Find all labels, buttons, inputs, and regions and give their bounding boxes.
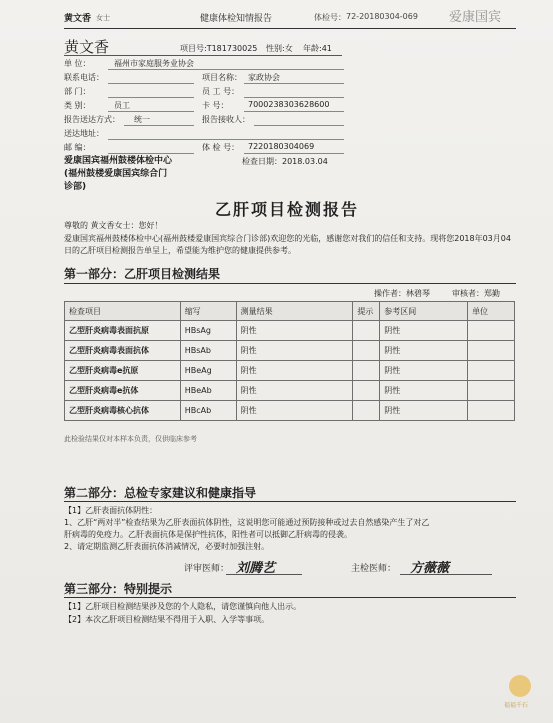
- col-header-ref: 参考区间: [380, 302, 468, 321]
- emp-no-rule: [244, 97, 344, 98]
- receiver-label: 报告接收人：: [202, 115, 250, 124]
- cell-item: 乙型肝炎病毒e抗原: [65, 361, 181, 381]
- section1-title: 第一部分：乙肝项目检测结果: [64, 267, 221, 281]
- info-item-no: 项目号:T181730025: [180, 44, 258, 53]
- card-label: 卡 号：: [202, 101, 229, 110]
- center-line1: 爱康国宾福州鼓楼体检中心: [64, 156, 173, 166]
- cell-abbr: HBeAb: [180, 381, 236, 401]
- section2-rule: [64, 501, 516, 502]
- advice-item-head: 【1】乙肝表面抗体阴性：: [64, 506, 158, 515]
- advice-line3: 2、请定期监测乙肝表面抗体消减情况，必要时加强注射。: [64, 542, 270, 551]
- table-row: [65, 381, 515, 401]
- lab-note: 此检验结果仅对本样本负责，仅供临床参考: [64, 435, 197, 443]
- cell-item: 乙型肝炎病毒e抗体: [65, 381, 181, 401]
- section1-rule: [64, 283, 516, 284]
- category-rule: [108, 111, 194, 112]
- section2-title: 第二部分：总检专家建议和健康指导: [64, 486, 257, 500]
- dept-rule: [108, 97, 194, 98]
- reviewer-signature-rule: [226, 574, 302, 575]
- cell-hint: [353, 381, 380, 401]
- table-row: [65, 401, 515, 421]
- notice-item2: 【2】本次乙肝项目检测结果不得用于入职、入学等事项。: [64, 615, 270, 624]
- contact-rule: [108, 83, 194, 84]
- info-patient-name: 黄文香: [64, 38, 110, 56]
- cell-ref: 阴性: [380, 381, 468, 401]
- col-header-abbr: 缩写: [180, 302, 236, 321]
- info-name-rule: [64, 55, 342, 56]
- unit-label: 单 位：: [64, 59, 91, 68]
- advice-line1: 1、乙肝“两对半”检查结果为乙肝表面抗体阴性，这说明您可能通过预防接种或过去自然感染产生了对乙: [64, 518, 430, 527]
- cell-unit: [468, 401, 515, 421]
- header-exam-no-label: 体检号：: [314, 13, 346, 22]
- cell-ref: 阴性: [380, 361, 468, 381]
- cell-result: 阴性: [236, 361, 353, 381]
- cell-unit: [468, 321, 515, 341]
- advice-line2: 肝病毒的免疫力。乙肝表面抗体是保护性抗体，阳性者可以抵御乙肝病毒的侵袭。: [64, 530, 352, 539]
- section3-rule: [64, 597, 516, 598]
- cell-hint: [353, 361, 380, 381]
- exam-no-rule: [244, 153, 344, 154]
- project-name-value: 家政协会: [248, 73, 280, 82]
- info-age: 年龄:41: [303, 44, 332, 53]
- reviewer-doctor-label: 评审医师：: [184, 564, 230, 574]
- category-value: 员工: [114, 101, 130, 110]
- header-rule: [64, 28, 516, 29]
- cell-unit: [468, 381, 515, 401]
- cell-result: 阴性: [236, 381, 353, 401]
- cell-item: 乙型肝炎病毒表面抗体: [65, 341, 181, 361]
- card-value: 7000238303628600: [248, 100, 330, 109]
- watermark-logo-icon: [509, 675, 531, 697]
- watermark-text: 福福千石: [504, 702, 529, 709]
- unit-value: 福州市家庭服务业协会: [114, 59, 194, 68]
- project-name-label: 项目名称：: [202, 73, 242, 82]
- cell-hint: [353, 401, 380, 421]
- center-line2: (福州鼓楼爱康国宾综合门: [64, 169, 168, 179]
- reviewer-doctor-signature: 刘腾艺: [236, 561, 276, 576]
- cell-ref: 阴性: [380, 341, 468, 361]
- cell-ref: 阴性: [380, 401, 468, 421]
- col-header-hint: 提示: [353, 302, 380, 321]
- info-gender: 性别:女: [266, 44, 293, 53]
- reviewer: 审核者：郑勤: [452, 289, 500, 298]
- postal-label: 邮 编：: [64, 143, 91, 152]
- cell-item: 乙型肝炎病毒核心抗体: [65, 401, 181, 421]
- cell-result: 阴性: [236, 341, 353, 361]
- center-line3: 诊部): [64, 182, 87, 192]
- cell-hint: [353, 321, 380, 341]
- chief-signature-rule: [400, 574, 492, 575]
- delivery-label: 报告送达方式：: [64, 115, 120, 124]
- exam-no-label: 体 检 号：: [202, 143, 240, 152]
- cell-item: 乙型肝炎病毒表面抗原: [65, 321, 181, 341]
- intro-paragraph: 爱康国宾福州鼓楼体检中心(福州鼓楼爱康国宾综合门诊部)欢迎您的光临，感谢您对我们的信任和支持。现将您2018年03月04日的乙肝项目检测报告单呈上，希望能为维护您的健康提供参考。: [64, 234, 511, 255]
- notice-item1: 【1】乙肝项目检测结果涉及您的个人隐私，请您谨慎向他人出示。: [64, 602, 302, 611]
- address-rule: [108, 139, 344, 140]
- operator: 操作者：林碧琴: [374, 289, 430, 298]
- chief-doctor-signature: 方薇薇: [410, 561, 450, 576]
- col-header-result: 测量结果: [236, 302, 353, 321]
- cell-abbr: HBsAb: [180, 341, 236, 361]
- results-table: [64, 301, 515, 421]
- cell-unit: [468, 361, 515, 381]
- table-row: [65, 361, 515, 381]
- cell-abbr: HBeAg: [180, 361, 236, 381]
- table-header-row: [65, 302, 515, 321]
- receiver-rule: [254, 125, 344, 126]
- brand-logo: 爱康国宾: [449, 10, 502, 25]
- emp-no-label: 员 工 号：: [202, 87, 240, 96]
- greeting: 尊敬的 黄文香女士：您好！: [64, 221, 163, 230]
- cell-result: 阴性: [236, 401, 353, 421]
- exam-no-value: 7220180304069: [248, 142, 315, 151]
- col-header-unit: 单位: [468, 302, 515, 321]
- card-rule: [244, 111, 344, 112]
- table-row: [65, 341, 515, 361]
- unit-rule: [108, 69, 344, 70]
- section3-title: 第三部分：特别提示: [64, 582, 173, 596]
- category-label: 类 别：: [64, 101, 91, 110]
- dept-label: 部 门：: [64, 87, 91, 96]
- table-row: [65, 321, 515, 341]
- cell-abbr: HBsAg: [180, 321, 236, 341]
- chief-doctor-label: 主检医师：: [351, 564, 397, 574]
- header-gender-title: 女士: [96, 14, 110, 22]
- cell-hint: [353, 341, 380, 361]
- address-label: 送达地址：: [64, 129, 104, 138]
- delivery-rule: [124, 125, 194, 126]
- col-header-item: 检查项目: [65, 302, 181, 321]
- exam-date: 检查日期：2018.03.04: [242, 157, 328, 166]
- contact-label: 联系电话：: [64, 73, 104, 82]
- report-title: 乙肝项目检测报告: [215, 200, 360, 219]
- cell-unit: [468, 341, 515, 361]
- header-patient-name: 黄文香: [64, 14, 92, 24]
- project-name-rule: [244, 83, 344, 84]
- header-exam-no: 72-20180304-069: [346, 12, 418, 21]
- delivery-value: 统一: [134, 115, 150, 124]
- cell-ref: 阴性: [380, 321, 468, 341]
- cell-abbr: HBcAb: [180, 401, 236, 421]
- cell-result: 阴性: [236, 321, 353, 341]
- header-doc-type: 健康体检知情报告: [200, 14, 273, 24]
